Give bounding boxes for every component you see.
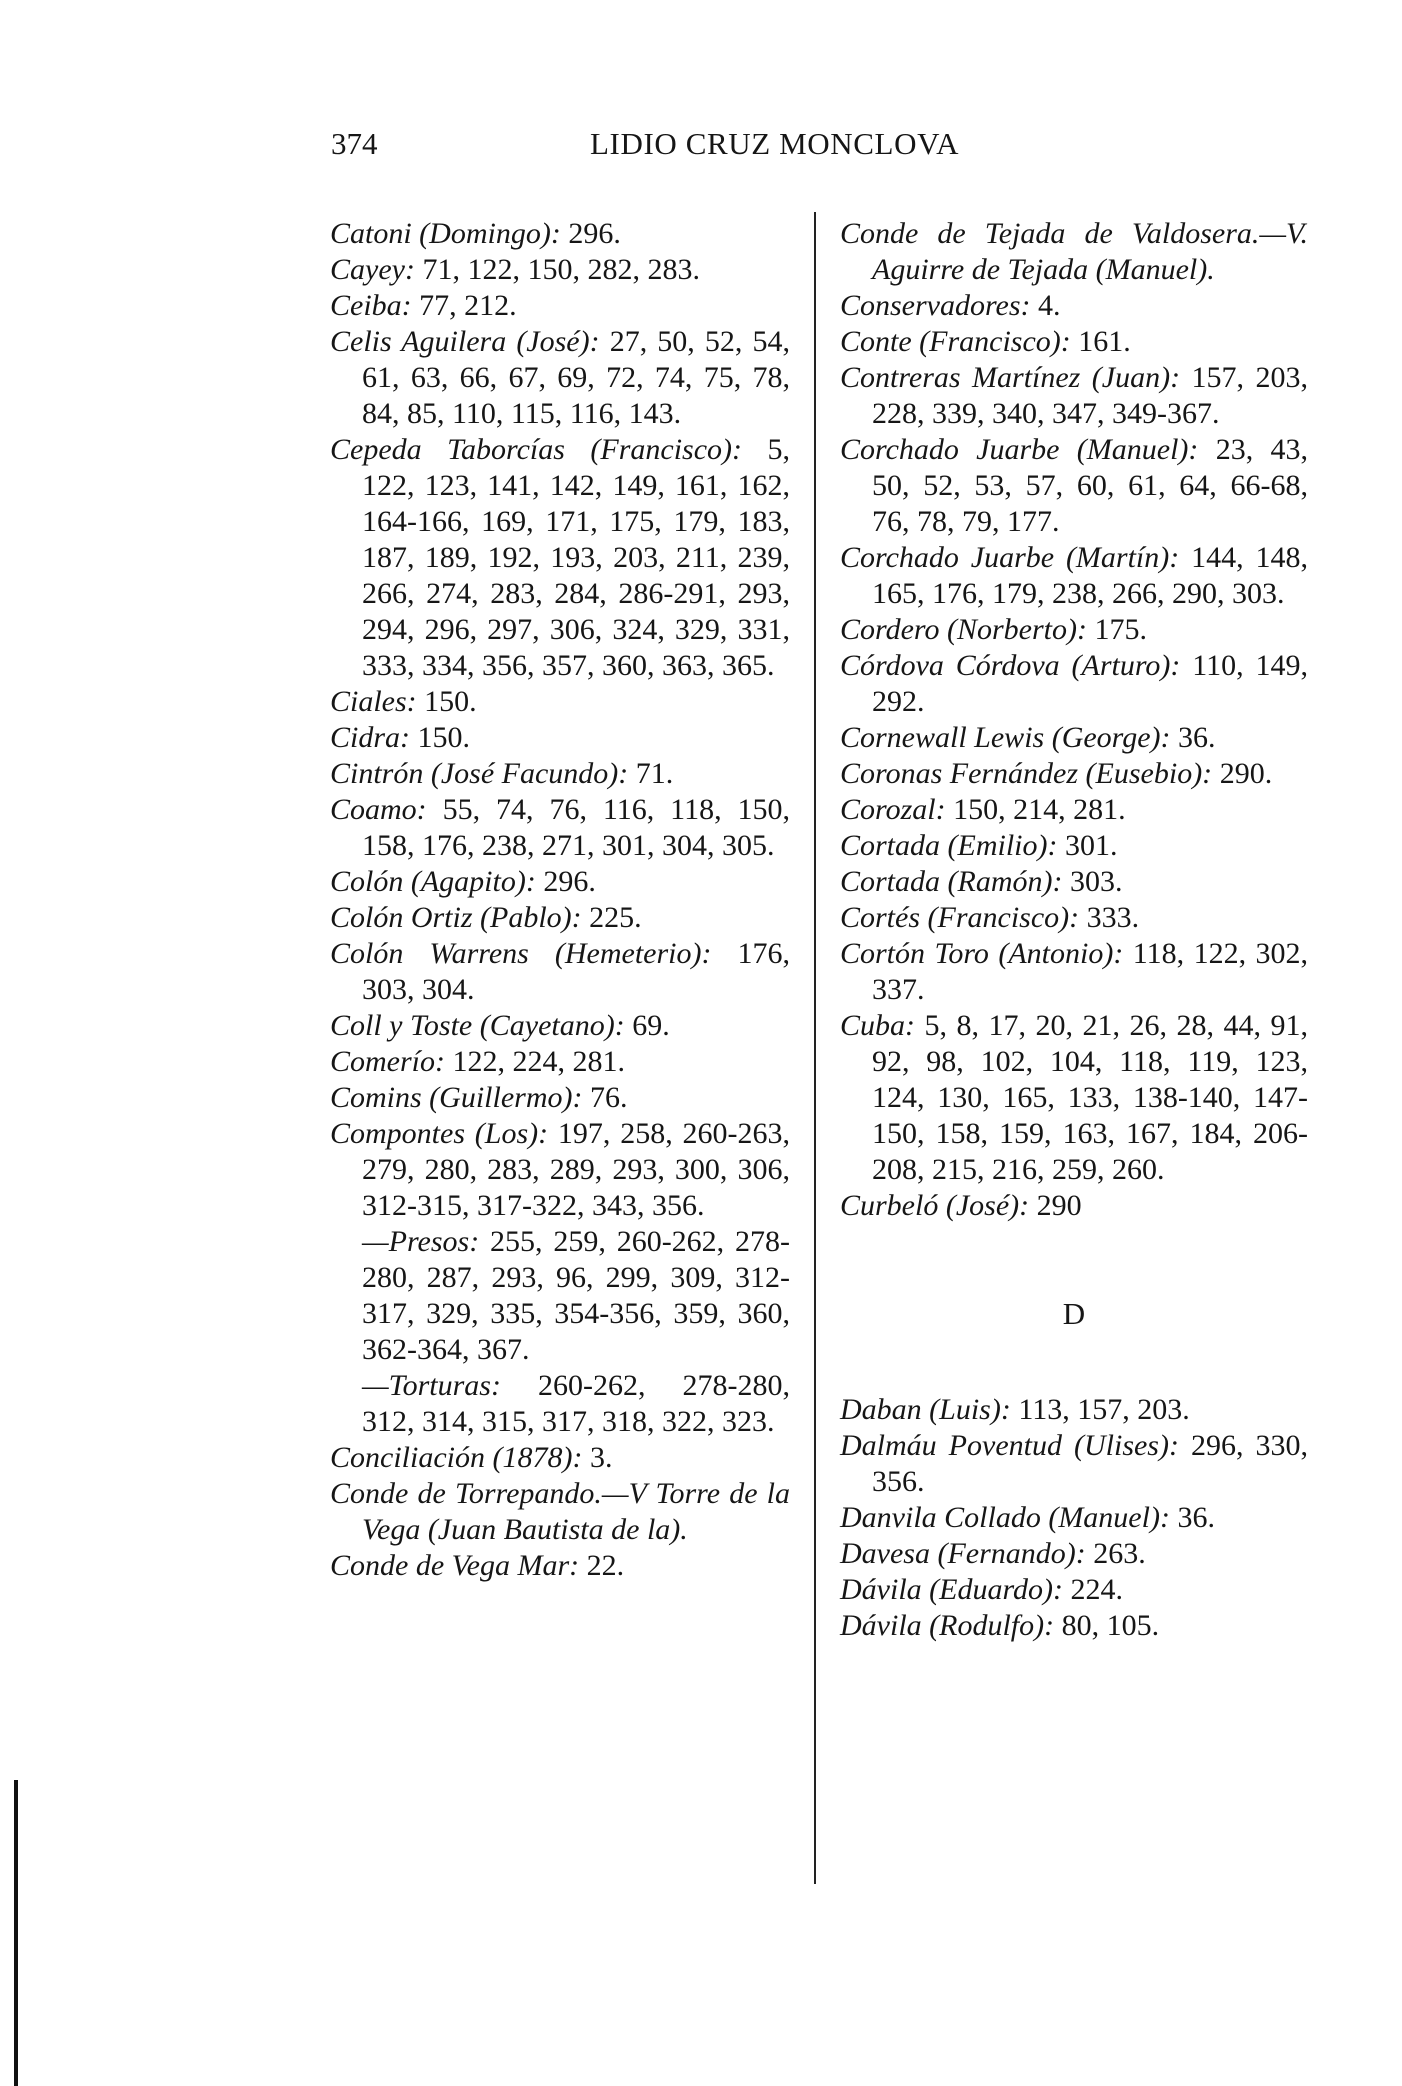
index-entry: [330, 1476, 790, 1548]
index-pages: 161.: [1070, 325, 1131, 358]
index-term: Coll y Toste (Cayetano):: [330, 1009, 625, 1042]
index-term: Cayey:: [330, 253, 415, 286]
index-pages: 290: [1029, 1189, 1082, 1222]
index-entry: [330, 900, 790, 936]
index-entry: [840, 1500, 1308, 1536]
index-entry: [840, 1188, 1308, 1224]
index-term: Cornewall Lewis (George):: [840, 721, 1171, 754]
index-entry: [840, 828, 1308, 864]
index-term: Corozal:: [840, 793, 946, 826]
index-entry: [840, 1428, 1308, 1500]
index-pages: 69.: [624, 1009, 670, 1042]
index-entry: [330, 324, 790, 432]
index-term: Cuba:: [840, 1009, 915, 1042]
index-pages: 303.: [1062, 865, 1123, 898]
index-term: Corchado Juarbe (Martín):: [840, 541, 1180, 574]
index-term: Conde de Torrepando.—V Torre de la Vega (Juan Bautista de la).: [330, 1477, 790, 1546]
index-entry: [840, 648, 1308, 720]
index-term: Corchado Juarbe (Manuel):: [840, 433, 1199, 466]
index-entry: [840, 864, 1308, 900]
index-entry: [330, 720, 790, 756]
index-pages: 76.: [582, 1081, 628, 1114]
index-term: —Torturas:: [362, 1369, 501, 1402]
index-term: Cordero (Norberto):: [840, 613, 1087, 646]
index-term: Coronas Fernández (Eusebio):: [840, 757, 1213, 790]
index-entry: [840, 1392, 1308, 1428]
index-column-left: [330, 216, 790, 1584]
index-pages: 27, 50, 52, 54, 61, 63, 66, 67, 69, 72, 74, 75, 78, 84, 85, 110, 115, 116, 143.: [362, 325, 790, 430]
index-pages: 77, 212.: [411, 289, 517, 322]
index-pages: 263.: [1085, 1537, 1146, 1570]
index-term: Conde de Vega Mar:: [330, 1549, 580, 1582]
index-term: Dalmáu Poventud (Ulises):: [840, 1429, 1179, 1462]
index-term: Cepeda Taborcías (Francisco):: [330, 433, 743, 466]
running-head: LIDIO CRUZ MONCLOVA: [590, 126, 960, 161]
index-entry: [330, 756, 790, 792]
index-term: —Presos:: [362, 1225, 480, 1258]
index-term: Cortés (Francisco):: [840, 901, 1080, 934]
index-entry: [330, 1008, 790, 1044]
index-term: Colón (Agapito):: [330, 865, 536, 898]
index-pages: 333.: [1079, 901, 1140, 934]
index-term: Celis Aguilera (José):: [330, 325, 600, 358]
index-term: Ceiba:: [330, 289, 412, 322]
index-entry: [840, 900, 1308, 936]
index-entry: [840, 360, 1308, 432]
index-pages: 80, 105.: [1054, 1609, 1160, 1642]
index-entry: [840, 720, 1308, 756]
index-pages: 150.: [410, 721, 471, 754]
index-pages: 290.: [1212, 757, 1273, 790]
index-entry: [330, 432, 790, 684]
index-term: Danvila Collado (Manuel):: [840, 1501, 1170, 1534]
index-pages: 301.: [1057, 829, 1118, 862]
index-entry: [840, 1608, 1308, 1644]
index-term: Dávila (Rodulfo):: [840, 1609, 1055, 1642]
index-entry: [330, 216, 790, 252]
index-entry: [330, 1080, 790, 1116]
index-entry: [840, 540, 1308, 612]
index-pages: 22.: [579, 1549, 625, 1582]
index-entry: [330, 1548, 790, 1584]
index-term: Daban (Luis):: [840, 1393, 1011, 1426]
index-pages: 122, 224, 281.: [445, 1045, 625, 1078]
index-term: Conte (Francisco):: [840, 325, 1071, 358]
index-entry: [840, 1008, 1308, 1188]
index-pages: 110, 149, 292.: [872, 649, 1308, 718]
scan-edge-shadow: [14, 1780, 18, 2086]
index-entry: [840, 1572, 1308, 1608]
index-pages: 113, 157, 203.: [1010, 1393, 1190, 1426]
index-entry: [840, 1536, 1308, 1572]
index-entry: [330, 1044, 790, 1080]
index-term: Conde de Tejada de Valdosera.—V. Aguirre de Tejada (Manuel).: [840, 217, 1308, 286]
index-pages: 36.: [1170, 721, 1216, 754]
index-entry: [330, 1224, 790, 1368]
index-entry: [330, 1116, 790, 1224]
index-pages: 5, 122, 123, 141, 142, 149, 161, 162, 164-166, 169, 171, 175, 179, 183, 187, 189, 192, 193, 203, 211, 239, 266, 274, 283, 284, 286-291, 293, 294, 296, 297, 306, 324, 329, 331, 333, 334, 356, 357, 360, 363, 365.: [362, 433, 791, 682]
index-pages: 176, 303, 304.: [362, 937, 790, 1006]
index-term: Davesa (Fernando):: [840, 1537, 1086, 1570]
index-pages: 175.: [1086, 613, 1147, 646]
index-entry: [330, 1368, 790, 1440]
index-pages: 255, 259, 260-262, 278-280, 287, 293, 96, 299, 309, 312-317, 329, 335, 354-356, 359, 360, 362-364, 367.: [362, 1225, 790, 1366]
index-pages: 296, 330, 356.: [872, 1429, 1308, 1498]
index-term: Dávila (Eduardo):: [840, 1573, 1064, 1606]
index-pages: 144, 148, 165, 176, 179, 238, 266, 290, 303.: [872, 541, 1308, 610]
index-entry: [840, 756, 1308, 792]
index-pages: 55, 74, 76, 116, 118, 150, 158, 176, 238, 271, 301, 304, 305.: [362, 793, 790, 862]
index-term: Conciliación (1878):: [330, 1441, 583, 1474]
index-term: Cintrón (José Facundo):: [330, 757, 629, 790]
index-pages: 3.: [582, 1441, 613, 1474]
index-pages: 150.: [416, 685, 477, 718]
index-term: Colón Ortiz (Pablo):: [330, 901, 582, 934]
index-entry: [330, 792, 790, 864]
index-entry: [840, 792, 1308, 828]
column-divider: [814, 212, 816, 1884]
index-pages: 71.: [628, 757, 674, 790]
index-pages: 4.: [1030, 289, 1061, 322]
index-entry: [840, 216, 1308, 288]
index-pages: 296.: [535, 865, 596, 898]
index-entry: [840, 324, 1308, 360]
index-pages: 197, 258, 260-263, 279, 280, 283, 289, 293, 300, 306, 312-315, 317-322, 343, 356.: [362, 1117, 790, 1222]
index-term: Cortón Toro (Antonio):: [840, 937, 1124, 970]
index-pages: 23, 43, 50, 52, 53, 57, 60, 61, 64, 66-68, 76, 78, 79, 177.: [872, 433, 1308, 538]
index-term: Cidra:: [330, 721, 411, 754]
index-pages: 157, 203, 228, 339, 340, 347, 349-367.: [872, 361, 1308, 430]
index-term: Córdova Córdova (Arturo):: [840, 649, 1181, 682]
index-entry: [840, 288, 1308, 324]
index-term: Ciales:: [330, 685, 417, 718]
index-column-right: [840, 216, 1308, 1644]
index-pages: 5, 8, 17, 20, 21, 26, 28, 44, 91, 92, 98, 102, 104, 118, 119, 123, 124, 130, 165, 133, 138-140, 147-150, 158, 159, 163, 167, 184, 206-208, 215, 216, 259, 260.: [872, 1009, 1308, 1186]
index-term: Comins (Guillermo):: [330, 1081, 583, 1114]
index-term: Catoni (Domingo):: [330, 217, 561, 250]
index-term: Curbeló (José):: [840, 1189, 1030, 1222]
index-pages: 36.: [1169, 1501, 1215, 1534]
index-entry: [840, 432, 1308, 540]
index-term: Cortada (Emilio):: [840, 829, 1058, 862]
index-entry: [330, 864, 790, 900]
index-entry: [330, 1440, 790, 1476]
index-entry: [330, 252, 790, 288]
index-entry: [330, 936, 790, 1008]
index-pages: 118, 122, 302, 337.: [872, 937, 1308, 1006]
index-pages: 225.: [581, 901, 642, 934]
index-pages: 224.: [1063, 1573, 1124, 1606]
index-term: Comerío:: [330, 1045, 445, 1078]
index-pages: 296.: [560, 217, 621, 250]
index-pages: 71, 122, 150, 282, 283.: [414, 253, 700, 286]
index-term: Cortada (Ramón):: [840, 865, 1063, 898]
index-entry: [330, 684, 790, 720]
index-pages: 150, 214, 281.: [945, 793, 1126, 826]
index-term: Colón Warrens (Hemeterio):: [330, 937, 712, 970]
section-letter: D: [1062, 1296, 1086, 1331]
index-term: Compontes (Los):: [330, 1117, 549, 1150]
index-entry: [330, 288, 790, 324]
index-term: Conservadores:: [840, 289, 1031, 322]
index-entry: [840, 936, 1308, 1008]
index-term: Contreras Martínez (Juan):: [840, 361, 1181, 394]
index-entry: [840, 612, 1308, 648]
page-number: 374: [331, 126, 378, 161]
index-term: Coamo:: [330, 793, 427, 826]
index-pages: 260-262, 278-280, 312, 314, 315, 317, 318, 322, 323.: [362, 1369, 790, 1438]
